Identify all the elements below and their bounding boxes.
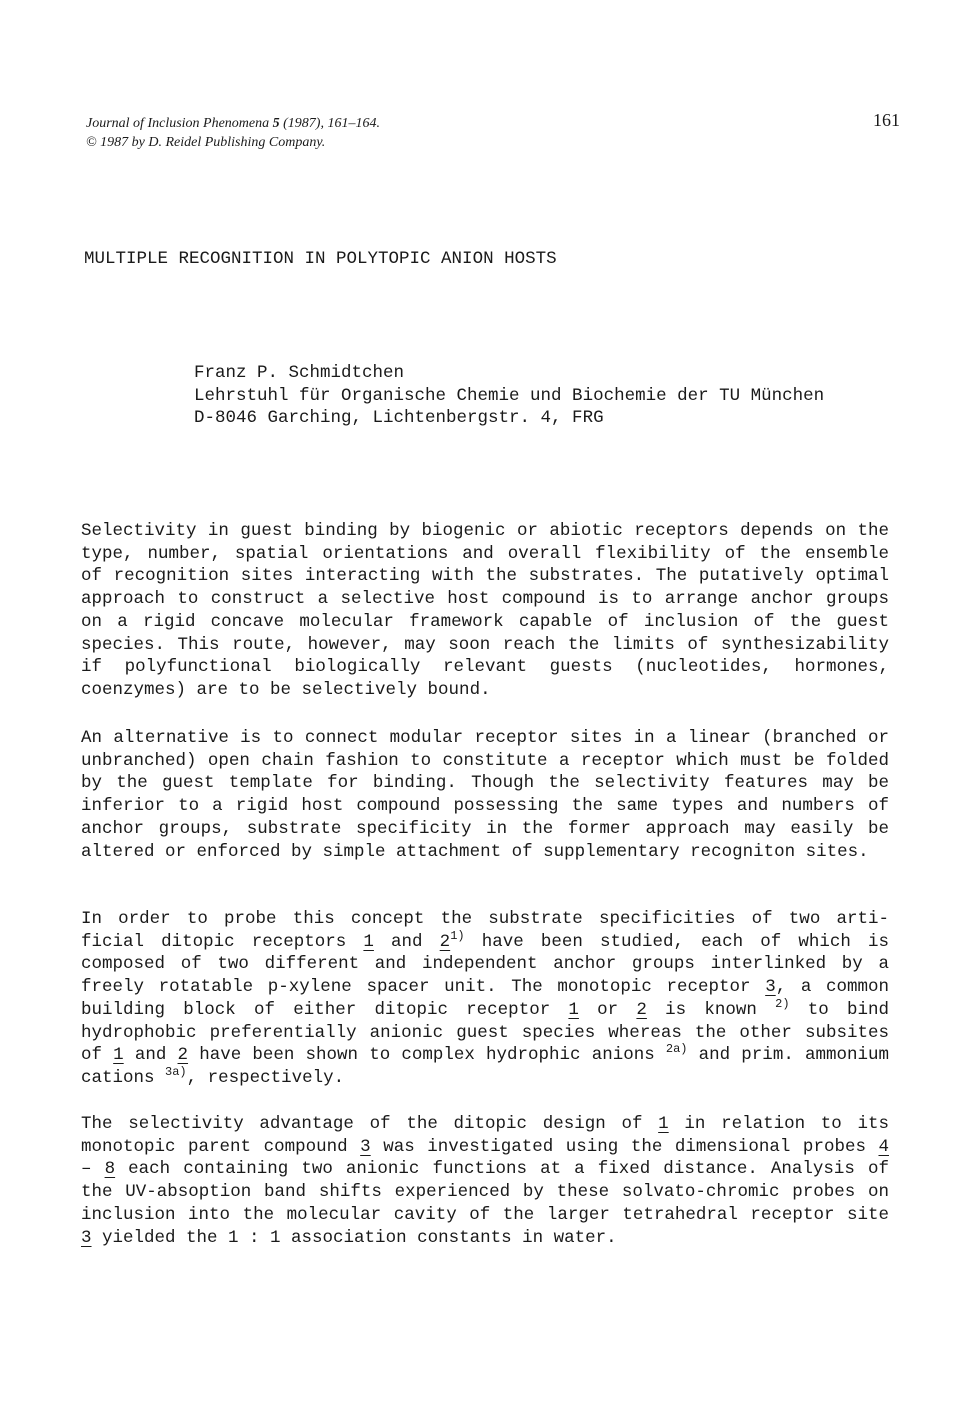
compound-ref: 1 <box>363 931 374 952</box>
compound-ref: 4 <box>878 1136 889 1157</box>
compound-ref: 2 <box>177 1045 189 1066</box>
author-name: Franz P. Schmidtchen <box>194 363 405 383</box>
citation-pages: (1987), 161–164. <box>283 116 380 131</box>
paragraph-4 <box>81 1113 889 1249</box>
compound-ref: 3 <box>765 977 776 998</box>
compound-ref: 1 <box>568 999 579 1020</box>
copyright-line: © 1987 by D. Reidel Publishing Company. <box>86 135 326 150</box>
article-title: MULTIPLE RECOGNITION IN POLYTOPIC ANION HOSTS <box>84 249 557 269</box>
citation-ref: 1) <box>450 928 465 943</box>
journal-volume: 5 <box>272 116 280 131</box>
text-run: each containing two anionic functions at a fixed distance. Analysis of the UV-absoption band shifts experienced by these solvato-chromic probes on inclusion into the molecular cavity of the larger tetrahedral receptor site <box>81 1159 889 1225</box>
journal-citation <box>86 114 380 152</box>
text-run: in relation to its monotopic parent compound <box>81 1114 889 1157</box>
compound-ref: 8 <box>104 1159 116 1180</box>
author-block <box>194 362 824 430</box>
text-run: In order to probe this concept the substrate specificities of two arti-ficial ditopic receptors <box>81 909 889 952</box>
text-run: have been shown to complex hydrophic anions <box>188 1045 666 1066</box>
affiliation-line-2: D-8046 Garching, Lichtenbergstr. 4, FRG <box>194 408 604 429</box>
text-run: and prim. ammonium cations <box>81 1045 889 1088</box>
text-run: have been studied, each of which is composed of two different and independent anchor groups interlinked by a freely rotatable p-xylene spacer unit. The monotopic receptor <box>81 931 889 998</box>
text-run: is known <box>646 999 776 1020</box>
compound-ref: 3 <box>81 1227 92 1248</box>
text-run: – <box>81 1159 105 1180</box>
text-run: or <box>578 999 637 1020</box>
compound-ref: 1 <box>113 1045 124 1066</box>
affiliation-line-1: Lehrstuhl für Organische Chemie und Biochemie der TU München <box>194 385 825 406</box>
text-run: The selectivity advantage of the ditopic design of <box>81 1114 659 1134</box>
compound-ref: 2 <box>439 931 451 952</box>
text-run: and <box>373 931 440 952</box>
text-run: yielded the 1 : 1 association constants in water. <box>91 1227 617 1248</box>
paragraph-2: An alternative is to connect modular receptor sites in a linear (branched or unbranched) open chain fashion to constitute a receptor which must be folded by the guest template for binding. Though the selectivity features may be inferior to a rigid host compound possessing the same types and numbers of anchor groups, substrate specificity in the former approach may easily be altered or enforced by simple attachment of supplementary recogniton sites. <box>81 728 889 862</box>
citation-line <box>86 114 380 133</box>
citation-ref: 3a) <box>165 1064 187 1079</box>
text-run: , a common building block of either ditopic receptor <box>81 977 889 1020</box>
text-run: , respectively. <box>186 1067 345 1088</box>
compound-ref: 1 <box>658 1114 669 1134</box>
journal-name: Journal of Inclusion Phenomena <box>86 116 270 131</box>
citation-ref: 2a) <box>665 1042 688 1057</box>
paragraph-3 <box>81 908 889 1090</box>
text-run: to bind hydrophobic preferentially anionic guest species whereas the other subsites of <box>81 999 889 1066</box>
compound-ref: 2 <box>636 999 647 1020</box>
compound-ref: 3 <box>360 1136 371 1157</box>
citation-ref: 2) <box>775 996 790 1011</box>
page-number: 161 <box>873 110 900 130</box>
text-run: was investigated using the dimensional probes <box>370 1136 879 1157</box>
paragraph-1: Selectivity in guest binding by biogenic or abiotic receptors depends on the type, number, spatial orientations and overall flexibility of the ensemble of recognition sites interacting with the substrates. The putatively optimal approach to construct a selective host compound is to arrange anchor groups on a rigid concave molecular framework capable of inclusion of the guest species. This route, however, may soon reach the limits of synthesizability if polyfunctional biologically relevant guests (nucleotides, hormones, coenzymes) are to be selectively bound. <box>81 521 889 700</box>
text-run: and <box>123 1045 178 1066</box>
